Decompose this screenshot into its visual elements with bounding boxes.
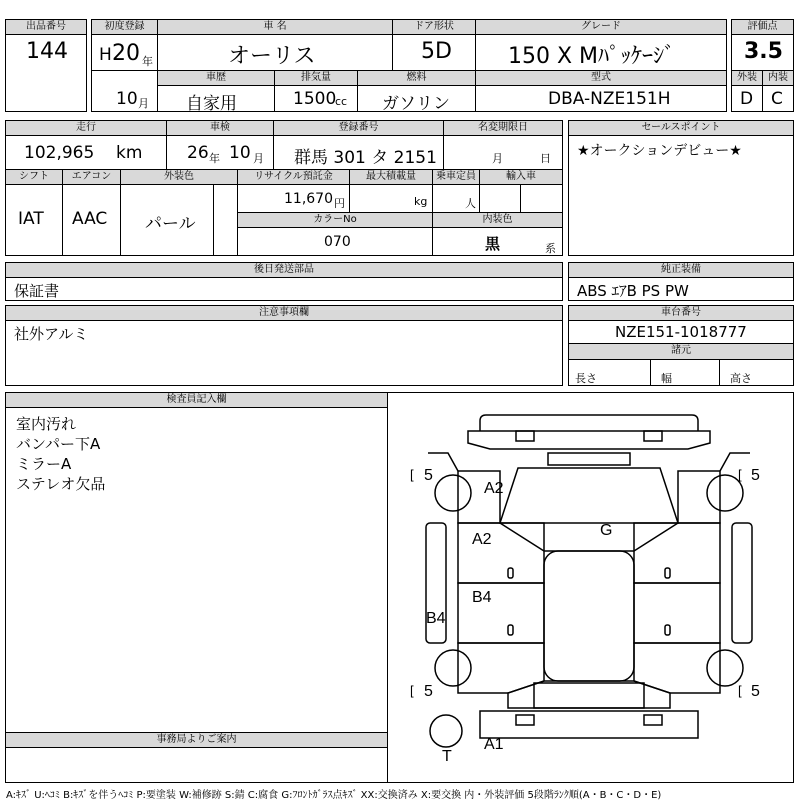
color-no-cell — [237, 227, 433, 256]
deadline-day-unit: 日 — [540, 152, 551, 165]
rear-hatch — [508, 681, 670, 708]
int-grade-header: 内装 — [762, 70, 794, 86]
dims-width: 幅 — [661, 372, 672, 385]
color-cell — [120, 184, 214, 256]
wheel-front-left — [435, 475, 471, 511]
history-cell — [157, 85, 275, 112]
maxload-unit: kg — [414, 195, 428, 208]
mark-b4-sill: B4 — [426, 610, 446, 627]
era: H — [99, 45, 112, 65]
wheel-rear-left — [435, 650, 471, 686]
color: パール — [145, 214, 196, 234]
door-front-left — [458, 523, 544, 583]
mirror-right — [720, 453, 750, 471]
fuel-header: 燃料 — [357, 70, 476, 86]
rear-bumper-detail — [644, 715, 662, 725]
chassis-header: 車台番号 — [568, 305, 794, 321]
front-bumper — [468, 415, 710, 449]
color-header: 外装色 — [120, 169, 238, 185]
deadline-header: 名変期限日 — [443, 120, 563, 136]
import-cell-b — [520, 184, 563, 213]
equipment-header: 純正装備 — [568, 262, 794, 278]
score: 3.5 — [744, 39, 783, 64]
recycle-header: リサイクル預託金 — [237, 169, 350, 185]
ext-grade-header: 外装 — [731, 70, 763, 86]
door-handle — [665, 568, 670, 578]
deadline-month-unit: 月 — [492, 152, 503, 165]
tire-bracket: [ — [410, 683, 414, 698]
score-header: 評価点 — [731, 19, 794, 35]
door-header: ドア形状 — [392, 19, 476, 35]
fuel: ガソリン — [382, 94, 450, 112]
displacement-unit: cc — [335, 95, 348, 108]
int-grade-cell — [762, 85, 794, 112]
door-handle — [508, 625, 513, 635]
color-side-cell — [213, 184, 238, 256]
office-cell — [5, 747, 388, 783]
history: 自家用 — [186, 94, 237, 112]
office-header: 事務局よりご案内 — [5, 732, 388, 748]
inspector-line: ステレオ欠品 — [16, 475, 106, 493]
model-header: 型式 — [475, 70, 727, 86]
door-front-right — [634, 523, 720, 583]
capacity-header: 乗車定員 — [432, 169, 480, 185]
legend: A:ｷｽﾞ U:ﾍｺﾐ B:ｷｽﾞを伴うﾍｺﾐ P:要塗装 W:補修跡 S:錆 C:腐食 G:ﾌﾛﾝﾄｶﾞﾗｽ点ｷｽﾞ XX:交換済み X:要交換 内・外装評価 5段階ﾗﾝｸ順(A・B・C・D・E) — [6, 790, 662, 801]
door-rear-right — [634, 583, 720, 643]
later-parts-header: 後日発送部品 — [5, 262, 563, 278]
int-color-cell — [432, 227, 563, 256]
tire-depth-rl: 5 — [424, 683, 433, 700]
notes-text: 社外アルミ — [14, 325, 89, 343]
mileage: 102,965 — [24, 143, 95, 163]
car-name: オーリス — [228, 44, 316, 69]
sill-right — [732, 523, 752, 643]
sales-cell — [568, 135, 794, 256]
color-no-header: カラーNo — [237, 212, 433, 228]
door-handle — [508, 568, 513, 578]
tire-bracket: [ — [410, 467, 414, 482]
mark-t: T — [442, 748, 452, 765]
first-reg-month: 10 — [116, 89, 138, 109]
mark-a2-door: A2 — [472, 531, 492, 548]
rear-window — [534, 683, 644, 708]
recycle: 11,670 — [284, 191, 333, 207]
recycle-unit: 円 — [334, 197, 345, 210]
first-reg-month-cell — [91, 70, 158, 112]
maxload-header: 最大積載量 — [349, 169, 433, 185]
inspector-lines — [16, 414, 105, 494]
inspector-line: 室内汚れ — [16, 415, 77, 433]
model: DBA-NZE151H — [548, 89, 671, 109]
first-reg-year: 20 — [112, 41, 140, 66]
inspector-cell — [5, 407, 388, 733]
equipment-cell — [568, 277, 794, 301]
ac-header: エアコン — [62, 169, 121, 185]
maxload-cell — [349, 184, 433, 213]
roof — [544, 551, 634, 681]
spare-tire — [430, 715, 462, 747]
displacement: 1500 — [293, 89, 337, 109]
car-diagram — [388, 393, 793, 782]
rear-bumper — [480, 711, 698, 738]
door-handle — [665, 625, 670, 635]
tire-depth-rr: 5 — [751, 683, 760, 700]
score-cell — [731, 34, 794, 71]
dims-width-cell — [650, 359, 720, 386]
inspector-header: 検査員記入欄 — [5, 392, 388, 408]
inspector-line: バンパー下A — [16, 435, 101, 453]
notes-header: 注意事項欄 — [5, 305, 563, 321]
deadline-cell — [443, 135, 563, 170]
chassis-text: NZE151-1018777 — [615, 323, 747, 341]
lot-no: 144 — [26, 39, 68, 64]
equipment-text: ABS ｴｱB PS PW — [577, 282, 689, 300]
int-color: 黒 — [485, 235, 501, 253]
insp-month: 10 — [229, 143, 251, 163]
color-no: 070 — [324, 234, 351, 250]
grade-header: グレード — [475, 19, 727, 35]
first-reg-year-cell — [91, 34, 158, 71]
windshield — [500, 523, 678, 551]
dims-height-cell — [719, 359, 794, 386]
fuel-cell — [357, 85, 476, 112]
inspection-header: 車検 — [166, 120, 274, 136]
notes-cell — [5, 320, 563, 386]
dims-header: 諸元 — [568, 343, 794, 360]
sales-text: ★オークションデビュー★ — [577, 143, 742, 159]
car-name-cell — [157, 34, 393, 71]
later-parts-text: 保証書 — [14, 282, 60, 300]
front-grille — [548, 453, 630, 465]
shift: IAT — [18, 209, 44, 229]
wheel-rear-right — [707, 650, 743, 686]
capacity-unit: 人 — [465, 197, 476, 210]
dims-length-cell — [568, 359, 651, 386]
ext-grade: D — [740, 89, 754, 109]
door: 5D — [421, 39, 452, 64]
insp-year: 26 — [187, 143, 209, 163]
mark-a1: A1 — [484, 736, 504, 753]
mark-b4-door: B4 — [472, 589, 492, 606]
insp-month-unit: 月 — [253, 152, 264, 165]
inspector-line: ミラーA — [16, 455, 72, 473]
tire-depth-fl: 5 — [424, 467, 433, 484]
month-unit: 月 — [138, 97, 149, 110]
displacement-cell — [274, 85, 358, 112]
mileage-header: 走行 — [5, 120, 167, 136]
shift-cell — [5, 184, 63, 256]
tire-bracket: [ — [738, 467, 742, 482]
car-name-header: 車 名 — [157, 19, 393, 35]
ac-cell — [62, 184, 121, 256]
int-color-header: 内装色 — [432, 212, 563, 228]
shift-header: シフト — [5, 169, 63, 185]
door-cell — [392, 34, 476, 71]
front-bumper-detail — [644, 431, 662, 441]
lot-no-cell — [5, 34, 87, 112]
sales-header: セールスポイント — [568, 120, 794, 136]
displacement-header: 排気量 — [274, 70, 358, 86]
mark-g-windshield: G — [600, 522, 613, 539]
capacity-cell — [432, 184, 480, 213]
door-rear-left — [458, 583, 544, 643]
lot-no-header: 出品番号 — [5, 19, 87, 35]
grade-cell — [475, 34, 727, 71]
reg-header: 登録番号 — [273, 120, 444, 136]
first-reg-header: 初度登録 — [91, 19, 158, 35]
model-cell — [475, 85, 727, 112]
chassis-cell — [568, 320, 794, 344]
history-header: 車歴 — [157, 70, 275, 86]
int-color-unit: 系 — [545, 242, 556, 255]
ac: AAC — [72, 209, 108, 229]
mileage-unit: km — [116, 143, 143, 163]
rear-bumper-detail — [516, 715, 534, 725]
int-grade: C — [771, 89, 783, 109]
later-parts-cell — [5, 277, 563, 301]
mark-a2-fender: A2 — [484, 480, 504, 497]
hood — [500, 468, 678, 523]
front-bumper-detail — [516, 431, 534, 441]
insp-year-unit: 年 — [209, 152, 220, 165]
import-header: 輸入車 — [479, 169, 563, 185]
reg-cell — [273, 135, 444, 170]
tire-depth-fr: 5 — [751, 467, 760, 484]
dims-length: 長さ — [575, 372, 597, 385]
reg-no: 群馬 301 タ 2151 — [294, 148, 437, 168]
import-cell-a — [479, 184, 521, 213]
inspection-cell — [166, 135, 274, 170]
mileage-cell — [5, 135, 167, 170]
tire-bracket: [ — [738, 683, 742, 698]
dims-height: 高さ — [730, 372, 752, 385]
grade: 150 X Mﾊﾟｯｹｰｼﾞ — [508, 44, 676, 69]
car-diagram-frame — [387, 392, 794, 783]
ext-grade-cell — [731, 85, 763, 112]
year-unit: 年 — [142, 55, 153, 68]
recycle-cell — [237, 184, 350, 213]
